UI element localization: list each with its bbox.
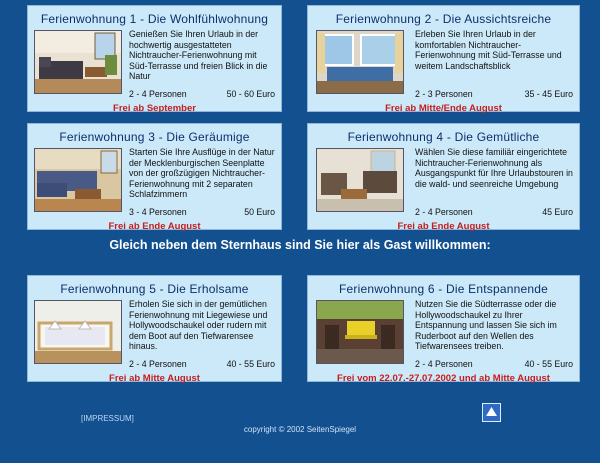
card-description: Genießen Sie Ihren Urlaub in der hochwertig ausgestatteten Nichtraucher-Ferienwohnung mit Süd-Terrasse und freien Blick in die Natur <box>129 29 268 82</box>
scroll-top-button[interactable] <box>482 403 501 422</box>
impressum-link[interactable]: [IMPRESSUM] <box>81 414 134 423</box>
apartment-photo[interactable] <box>316 300 404 364</box>
apartment-card-3 <box>27 123 282 230</box>
card-price: 35 - 45 Euro <box>524 89 573 99</box>
card-title[interactable]: Ferienwohnung 2 - Die Aussichtsreiche <box>335 12 552 26</box>
card-availability: Frei ab Mitte August <box>109 373 200 384</box>
card-description: Erleben Sie Ihren Urlaub in der komfortablen Nichtraucher-Ferienwohnung mit Süd-Terrasse und weitem Landschaftsblick <box>415 29 562 71</box>
apartment-photo[interactable] <box>34 30 122 94</box>
card-availability: Frei vom 22.07.-27.07.2002 und ab Mitte August <box>337 373 550 384</box>
card-availability: Frei ab Ende August <box>108 221 201 232</box>
card-price: 50 Euro <box>244 207 275 217</box>
card-description: Wählen Sie diese familiär eingerichtete Nichtraucher-Ferienwohnung als Ausgangspunkt für Ihre Urlaubstouren in die wald- und seenreiche Umgebung <box>415 147 573 189</box>
card-persons: 2 - 3 Personen <box>415 89 473 99</box>
apartment-card-4 <box>307 123 580 230</box>
card-title[interactable]: Ferienwohnung 6 - Die Entspannende <box>339 282 548 296</box>
card-persons: 2 - 4 Personen <box>415 359 473 369</box>
card-persons: 2 - 4 Personen <box>129 89 187 99</box>
apartment-photo[interactable] <box>316 148 404 212</box>
card-persons: 3 - 4 Personen <box>129 207 187 217</box>
card-title[interactable]: Ferienwohnung 1 - Die Wohlfühlwohnung <box>40 12 269 26</box>
arrow-up-icon <box>483 404 500 421</box>
apartment-card-5 <box>27 275 282 382</box>
apartment-photo[interactable] <box>316 30 404 94</box>
card-availability: Frei ab Ende August <box>397 221 490 232</box>
copyright-text: copyright © 2002 SeitenSpiegel <box>243 425 357 434</box>
section-headline: Gleich neben dem Sternhaus sind Sie hier als Gast willkommen: <box>109 238 491 252</box>
card-description: Starten Sie Ihre Ausflüge in der Natur der Mecklenburgischen Seenplatte von der großzügigen Nichtraucher-Ferienwohnung mit 2 separaten Schlafzimmern <box>129 147 275 200</box>
card-persons: 2 - 4 Personen <box>129 359 187 369</box>
apartment-card-2 <box>307 5 580 112</box>
apartment-card-1 <box>27 5 282 112</box>
card-price: 50 - 60 Euro <box>226 89 275 99</box>
apartment-card-6 <box>307 275 580 382</box>
card-title[interactable]: Ferienwohnung 4 - Die Gemütliche <box>347 130 540 144</box>
card-title[interactable]: Ferienwohnung 5 - Die Erholsame <box>60 282 249 296</box>
card-availability: Frei ab September <box>113 103 196 114</box>
card-title[interactable]: Ferienwohnung 3 - Die Geräumige <box>59 130 250 144</box>
card-description: Erholen Sie sich in der gemütlichen Ferienwohnung mit Liegewiese und Hollywoodschaukel oder rudern mit dem Boot auf den Tiefwarensee hinaus. <box>129 299 268 352</box>
card-price: 40 - 55 Euro <box>226 359 275 369</box>
card-description: Nutzen Sie die Südterrasse oder die Hollywoodschaukel zu Ihrer Entspannung und lassen Sie sich im Ruderboot auf den Wellen des Tiefwarensees treiben. <box>415 299 557 352</box>
card-price: 40 - 55 Euro <box>524 359 573 369</box>
card-persons: 2 - 4 Personen <box>415 207 473 217</box>
card-price: 45 Euro <box>542 207 573 217</box>
apartment-photo[interactable] <box>34 148 122 212</box>
apartment-photo[interactable] <box>34 300 122 364</box>
card-availability: Frei ab Mitte/Ende August <box>385 103 502 114</box>
